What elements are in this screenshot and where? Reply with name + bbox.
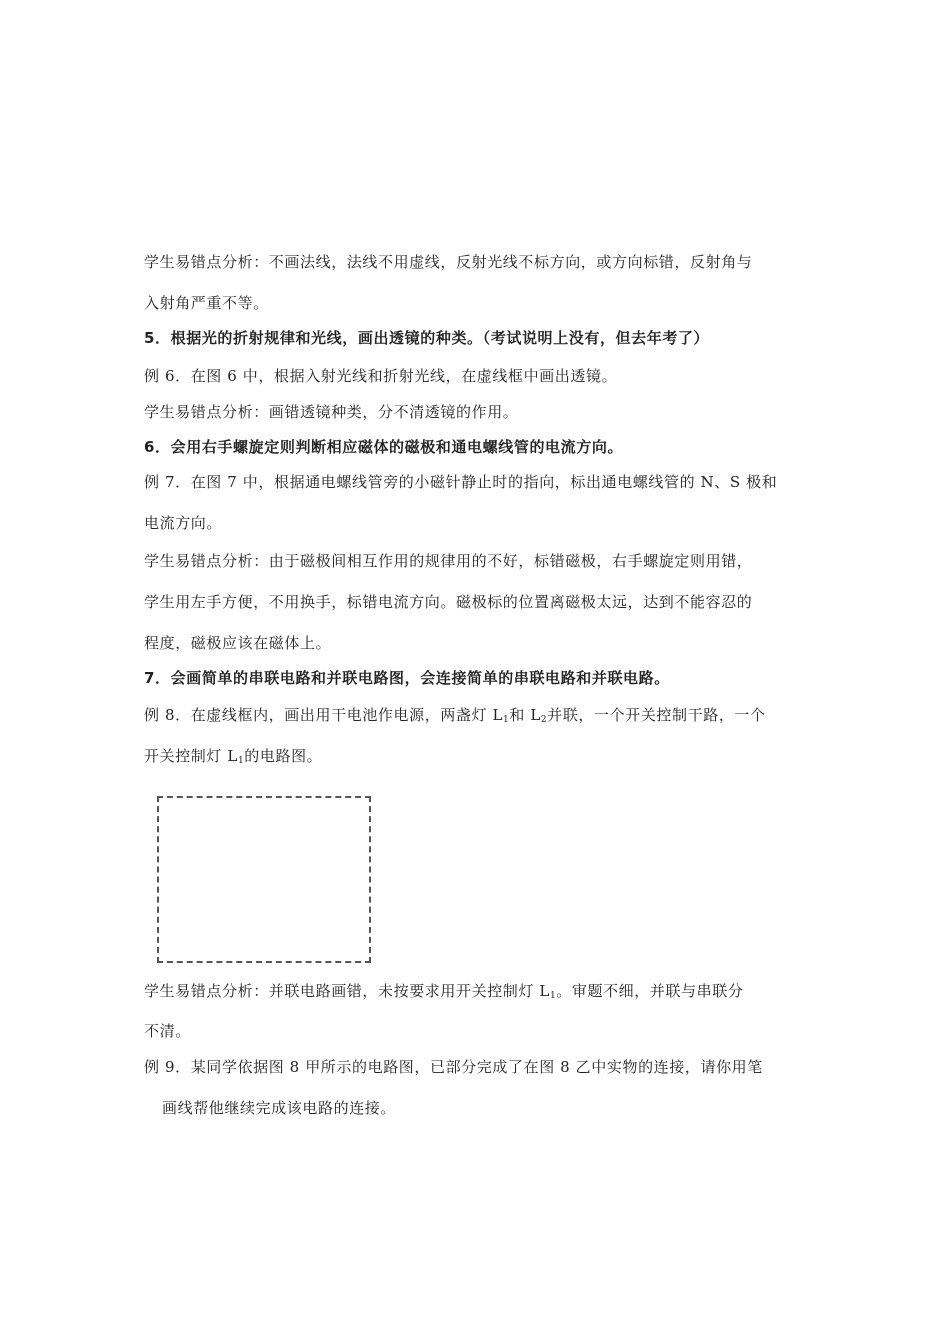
subscript-1: 1	[237, 756, 245, 766]
error-analysis-7-cont2: 程度，磁极应该在磁体上。	[144, 634, 332, 652]
heading-section-6: 6．会用右手螺旋定则判断相应磁体的磁极和通电螺线管的电流方向。	[144, 438, 624, 456]
example-8-cont-text-b: 的电路图。	[244, 747, 323, 765]
error-analysis-7: 学生易错点分析：由于磁极间相互作用的规律用的不好，标错磁极，右手螺旋定则用错，	[144, 552, 753, 570]
example-9: 例 9．某同学依据图 8 甲所示的电路图，已部分完成了在图 8 乙中实物的连接，请你用笔	[144, 1058, 763, 1076]
subscript-1: 1	[549, 991, 557, 1001]
error-analysis-8-cont: 不清。	[144, 1022, 191, 1040]
example-8-text-c: 并联，一个开关控制干路，一个	[547, 706, 766, 724]
paragraph-error-analysis-reflection: 学生易错点分析：不画法线，法线不用虚线，反射光线不标方向，或方向标错，反射角与	[144, 253, 753, 271]
subscript-2: 2	[540, 715, 548, 725]
error-analysis-8-text-a: 学生易错点分析：并联电路画错，未按要求用开关控制灯 L	[144, 982, 550, 1000]
example-8-cont	[144, 746, 322, 771]
heading-section-5: 5．根据光的折射规律和光线，画出透镜的种类。（考试说明上没有，但去年考了）	[144, 329, 710, 347]
example-9-cont: 画线帮他继续完成该电路的连接。	[162, 1099, 397, 1117]
paragraph-error-analysis-reflection-cont: 入射角严重不等。	[144, 294, 269, 312]
error-analysis-8-text-b: 。审题不细，并联与串联分	[556, 982, 744, 1000]
example-7-cont: 电流方向。	[144, 514, 223, 532]
error-analysis-8	[144, 981, 743, 1006]
example-8-text-b: 和 L	[509, 706, 541, 724]
subscript-1: 1	[503, 715, 510, 725]
error-analysis-7-cont: 学生用左手方便，不用换手，标错电流方向。磁极标的位置离磁极太远，达到不能容忍的	[144, 593, 753, 611]
dashed-drawing-box	[157, 796, 371, 963]
example-6: 例 6．在图 6 中，根据入射光线和折射光线，在虚线框中画出透镜。	[144, 367, 618, 385]
heading-section-7: 7．会画简单的串联电路和并联电路图，会连接简单的串联电路和并联电路。	[144, 669, 670, 687]
example-8-cont-text-a: 开关控制灯 L	[144, 747, 238, 765]
error-analysis-6: 学生易错点分析：画错透镜种类，分不清透镜的作用。	[144, 403, 519, 421]
example-8-text-a: 例 8．在虚线框内，画出用干电池作电源，两盏灯 L	[144, 706, 504, 724]
example-7: 例 7．在图 7 中，根据通电螺线管旁的小磁针静止时的指向，标出通电螺线管的 N、S 极和	[144, 473, 778, 491]
example-8	[144, 705, 766, 730]
